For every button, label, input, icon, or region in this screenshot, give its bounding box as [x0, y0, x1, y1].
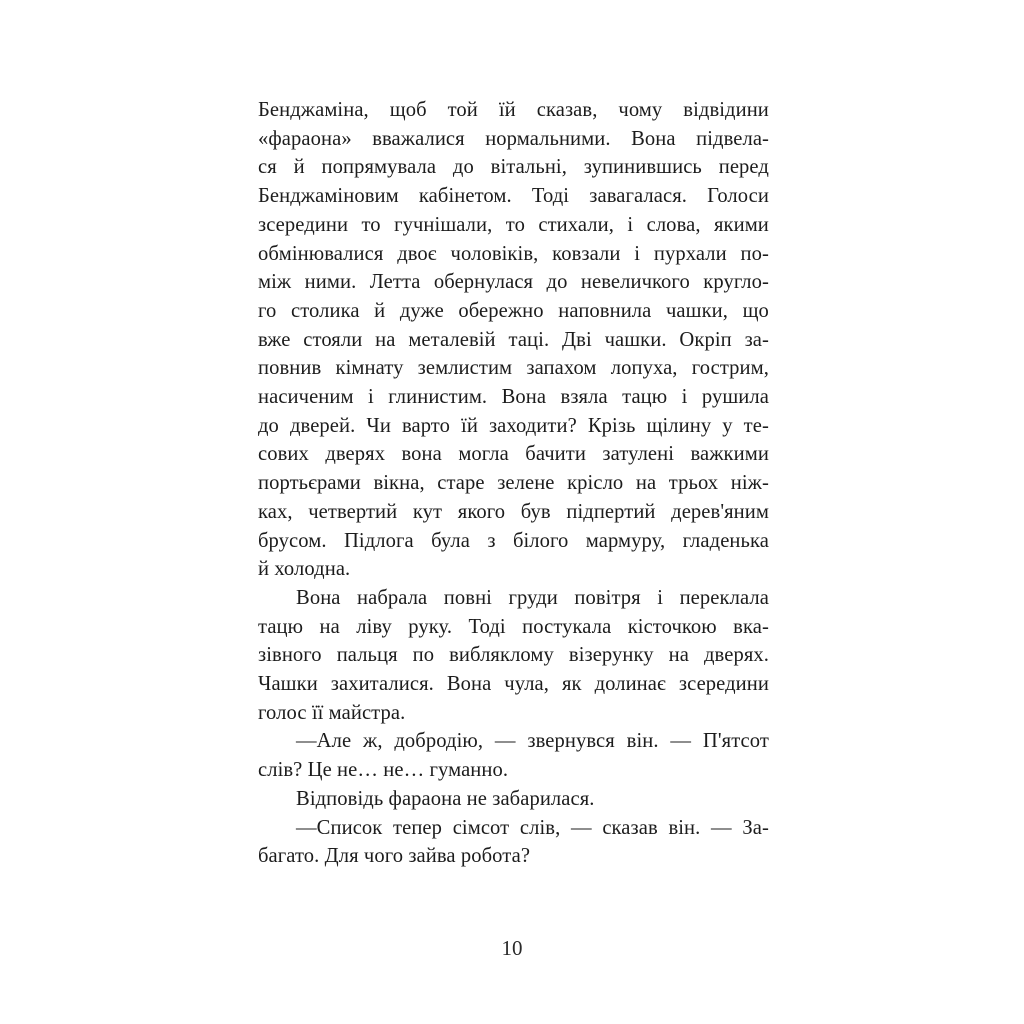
word: стояли [303, 328, 363, 351]
word: руку. [408, 615, 453, 638]
text-line [258, 96, 769, 125]
word: підвела- [696, 127, 769, 150]
word: взяла [560, 386, 608, 409]
word: обернулася [433, 271, 534, 294]
word: захиталися. [330, 673, 434, 696]
word: і [657, 586, 664, 609]
word: старе [437, 472, 485, 495]
word: Крізь [587, 414, 636, 437]
word: добродію, [394, 730, 484, 753]
word: між [258, 271, 292, 294]
word: лопуха, [610, 357, 678, 380]
word: невеличкого [580, 271, 690, 294]
word: Чи [366, 414, 391, 437]
text-line [258, 641, 769, 670]
word: ж, [363, 730, 383, 753]
word: по- [740, 242, 769, 265]
text-line [258, 326, 769, 355]
word: набрала [357, 586, 428, 609]
word: брусом. [258, 529, 327, 552]
word: важкими [690, 443, 769, 466]
text-line [258, 211, 769, 240]
word: нормальними. [485, 127, 611, 150]
word: то [505, 213, 525, 236]
word: він. [626, 730, 659, 753]
word: Окріп [679, 328, 732, 351]
word: вибляклому [449, 644, 554, 667]
word: кісточкою [627, 615, 717, 638]
word: вітальні, [490, 156, 567, 179]
paragraph [258, 814, 769, 871]
word: за- [744, 328, 769, 351]
word: таці. [508, 328, 550, 351]
word: звернувся [527, 730, 615, 753]
word: повнив [258, 357, 322, 380]
word: запахом [526, 357, 597, 380]
word: постукала [522, 615, 612, 638]
word: могла [458, 443, 509, 466]
word: —Список [296, 816, 383, 839]
word: як [561, 673, 582, 696]
text-line [258, 153, 769, 182]
word: кімнату [335, 357, 404, 380]
word: тацю [258, 615, 304, 638]
word: на [668, 644, 689, 667]
word: до [452, 156, 474, 179]
word: наповнила [558, 299, 652, 322]
text-line [258, 814, 769, 843]
word: вікна, [373, 472, 425, 495]
word: трьох [668, 472, 719, 495]
text-line [258, 383, 769, 412]
word: підпертий [566, 500, 656, 523]
word: те- [743, 414, 769, 437]
word: «фараона» [258, 127, 352, 150]
word: — [570, 816, 592, 839]
word: попрямувала [321, 156, 437, 179]
word: четвертий [308, 500, 398, 523]
word: на [635, 472, 657, 495]
text-line [258, 727, 769, 756]
text-line: й холодна. [258, 558, 351, 581]
word: їй [498, 99, 516, 121]
word: повітря [574, 586, 641, 609]
word: Голоси [707, 185, 769, 208]
text-line [258, 268, 769, 297]
text-line: багато. Для чого зайва робота? [258, 845, 531, 868]
word: і [368, 386, 374, 409]
word: дверей. [289, 414, 356, 437]
paragraph [258, 785, 769, 814]
text-line [258, 182, 769, 211]
word: ковзали [552, 242, 621, 265]
word: гострим, [691, 357, 769, 380]
word: Підлога [343, 529, 414, 552]
word: чоловіків, [450, 242, 539, 265]
word: зупинившись [583, 156, 702, 179]
word: до [258, 414, 279, 437]
word: щоб [389, 99, 427, 121]
word: портьєрами [258, 472, 361, 495]
word: двоє [397, 242, 437, 265]
word: пурхали [653, 242, 727, 265]
word: ліву [356, 615, 392, 638]
word: кут [412, 500, 443, 523]
word: зівного [258, 644, 322, 667]
word: рушила [701, 386, 769, 409]
word: Тоді [468, 615, 506, 638]
body-text [258, 96, 769, 871]
word: стихали, [538, 213, 614, 236]
text-line [258, 240, 769, 269]
word: і [681, 386, 688, 409]
paragraph [258, 96, 769, 584]
word: варто [401, 414, 450, 437]
word: Вона [296, 586, 341, 609]
word: зсередини [258, 213, 349, 236]
word: мармуру, [585, 529, 666, 552]
word: вважалися [372, 127, 465, 150]
word: вка- [733, 615, 769, 638]
word: Дві [562, 328, 592, 351]
word: долинає [594, 673, 666, 696]
word: чула, [504, 673, 550, 696]
word: й [374, 299, 386, 322]
paragraph [258, 727, 769, 784]
word: білого [512, 529, 569, 552]
word: у [722, 414, 733, 437]
word: якими [713, 213, 769, 236]
word: Вона [446, 673, 492, 696]
word: він. [668, 816, 701, 839]
word: по [412, 644, 435, 667]
word: сказав [602, 816, 658, 839]
text-line [258, 584, 769, 613]
word: дверях. [703, 644, 769, 667]
word: обережно [458, 299, 544, 322]
word: перед [718, 156, 769, 179]
word: ках, [258, 500, 293, 523]
word: вже [258, 328, 291, 351]
word: — [711, 816, 732, 839]
word: столика [290, 299, 360, 322]
word: дверях [325, 443, 386, 466]
text-line [258, 613, 769, 642]
text-line [258, 354, 769, 383]
word: і [627, 213, 634, 236]
paragraph [258, 584, 769, 728]
word: — [670, 730, 692, 753]
text-line: слів? Це не… не… гуманно. [258, 759, 509, 782]
word: За- [742, 816, 769, 839]
word: то [361, 213, 381, 236]
word: пальця [336, 644, 398, 667]
word: слів, [519, 816, 561, 839]
word: —Але [296, 730, 352, 753]
word: Бенджаміновим [258, 185, 399, 208]
text-line: голос її майстра. [258, 701, 406, 724]
word: повні [443, 586, 492, 609]
word: Вона [631, 127, 676, 150]
word: металевій [408, 328, 496, 351]
word: сказав, [536, 99, 598, 121]
word: відвідини [683, 99, 769, 121]
word: ними. [304, 271, 357, 294]
word: візерунку [568, 644, 654, 667]
word: землистим [417, 357, 513, 380]
word: дерев'яним [671, 500, 769, 523]
word: гучнішали, [394, 213, 493, 236]
word: ся [258, 156, 277, 179]
word: чашки, [665, 299, 728, 322]
word: щілину [646, 414, 712, 437]
word: зсередини [678, 673, 769, 696]
text-line [258, 469, 769, 498]
word: сімсот [452, 816, 510, 839]
word: го [258, 299, 277, 322]
word: груди [508, 586, 558, 609]
word: й [293, 156, 305, 179]
word: бачити [525, 443, 586, 466]
word: їй [461, 414, 478, 437]
word: чому [618, 99, 663, 121]
word: П'ятсот [702, 730, 769, 753]
word: чашки. [604, 328, 667, 351]
word: затулені [602, 443, 675, 466]
text-line [258, 440, 769, 469]
word: кабінетом. [418, 185, 512, 208]
word: і [634, 242, 641, 265]
word: Тоді [531, 185, 570, 208]
text-line: Відповідь фараона не забарилася. [296, 787, 595, 810]
text-line [258, 527, 769, 556]
word: Вона [501, 386, 547, 409]
text-line [258, 297, 769, 326]
word: кругло- [703, 271, 769, 294]
word: тепер [393, 816, 443, 839]
word: з [487, 529, 496, 552]
page-number: 10 [501, 936, 523, 960]
text-line [258, 498, 769, 527]
text-line [258, 412, 769, 441]
word: на [375, 328, 396, 351]
word: що [742, 299, 769, 322]
word: гладенька [682, 529, 769, 552]
word: — [494, 730, 516, 753]
word: була [431, 529, 470, 552]
word: завагалася. [589, 185, 687, 208]
word: тацю [622, 386, 668, 409]
word: той [447, 99, 478, 121]
word: заходити? [488, 414, 577, 437]
word: до [546, 271, 568, 294]
word: слова, [646, 213, 701, 236]
word: зелене [497, 472, 555, 495]
word: Бенджаміна, [258, 99, 369, 121]
word: на [319, 615, 340, 638]
word: обмінювалися [258, 242, 384, 265]
word: якого [457, 500, 506, 523]
word: вона [401, 443, 442, 466]
word: переклала [679, 586, 769, 609]
word: був [520, 500, 551, 523]
word: Летта [369, 271, 421, 294]
word: крісло [567, 472, 624, 495]
word: дуже [399, 299, 444, 322]
word: насиченим [258, 386, 354, 409]
word: ніж- [730, 472, 769, 495]
word: сових [258, 443, 309, 466]
word: Чашки [258, 673, 318, 696]
word: глинистим. [388, 386, 488, 409]
text-line [258, 670, 769, 699]
text-line [258, 125, 769, 154]
